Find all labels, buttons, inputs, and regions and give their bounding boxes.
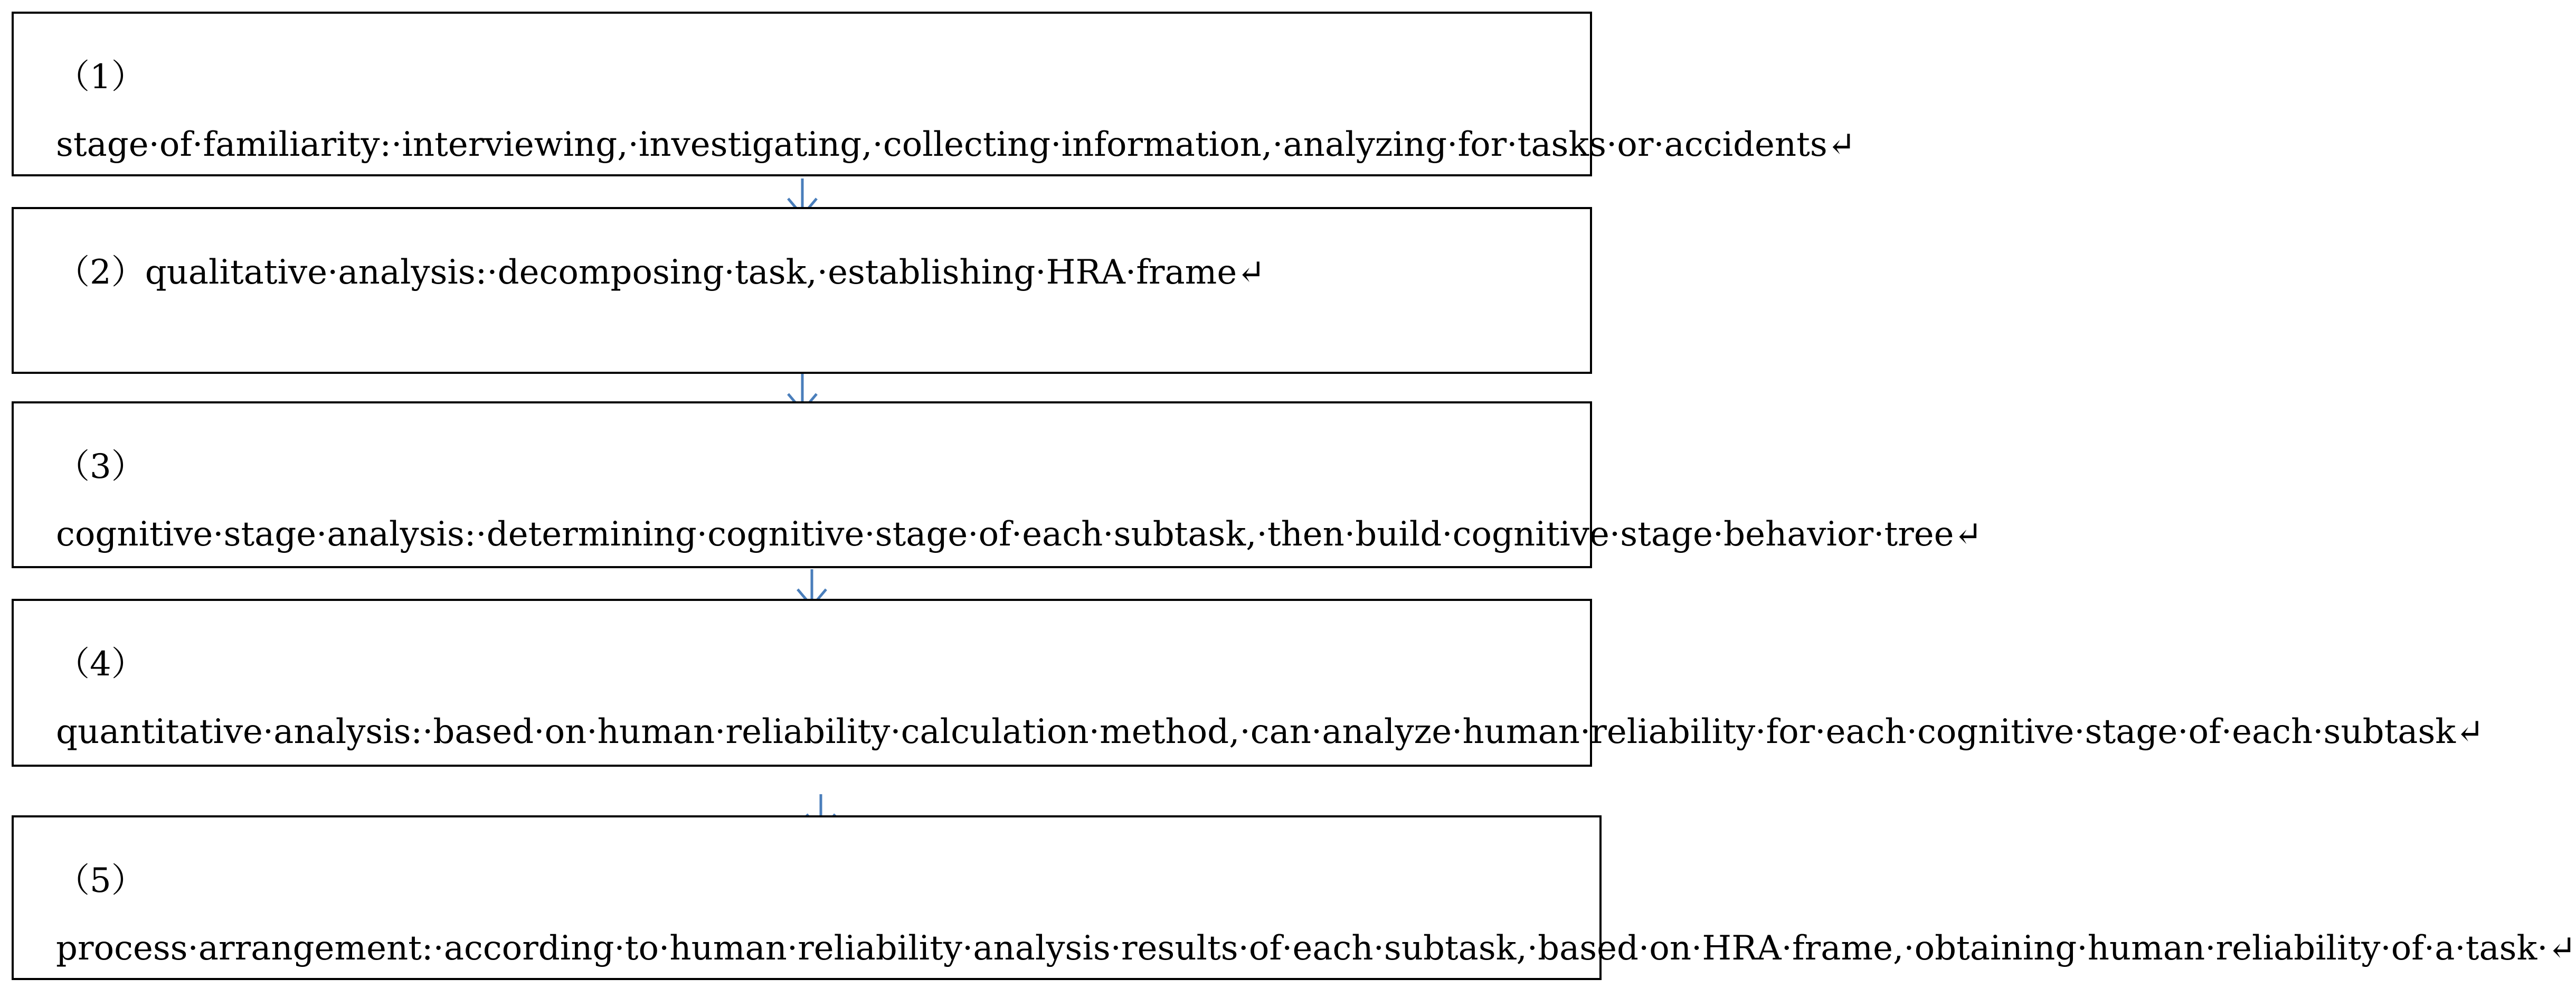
- step-3-text: （3）cognitive·stage·analysis:·determining·cognitive·stage·of·each·subtask,·then·build·cognitive·stage·behavior·tree↵: [56, 447, 1983, 554]
- step-2-box: [12, 207, 1592, 374]
- step-5-box: [12, 815, 2576, 980]
- step-4-text: （4）quantitative·analysis:·based·on·human·reliability·calculation·method,·can·analyze·human·reliability·for·each·cognitive·stage·of·each·subtask↵: [56, 645, 2484, 751]
- step-5-text: （5）process·arrangement:·according·to·human·reliability·analysis·results·of·each·subtask,·based·on·HRA·frame,·obtaining·human·reliability·of·a·task·↵: [56, 861, 2576, 968]
- step-1-box: [12, 12, 1856, 176]
- step-2-text: （2）qualitative·analysis:·decomposing·task,·establishing·HRA·frame↵: [56, 253, 1265, 292]
- step-1-text: （1）stage·of·familiarity:·interviewing,·investigating,·collecting·information,·analyzing·for·tasks·or·accidents↵: [56, 58, 1856, 164]
- step-3-box: [12, 401, 1983, 568]
- step-4-box: [12, 599, 2484, 767]
